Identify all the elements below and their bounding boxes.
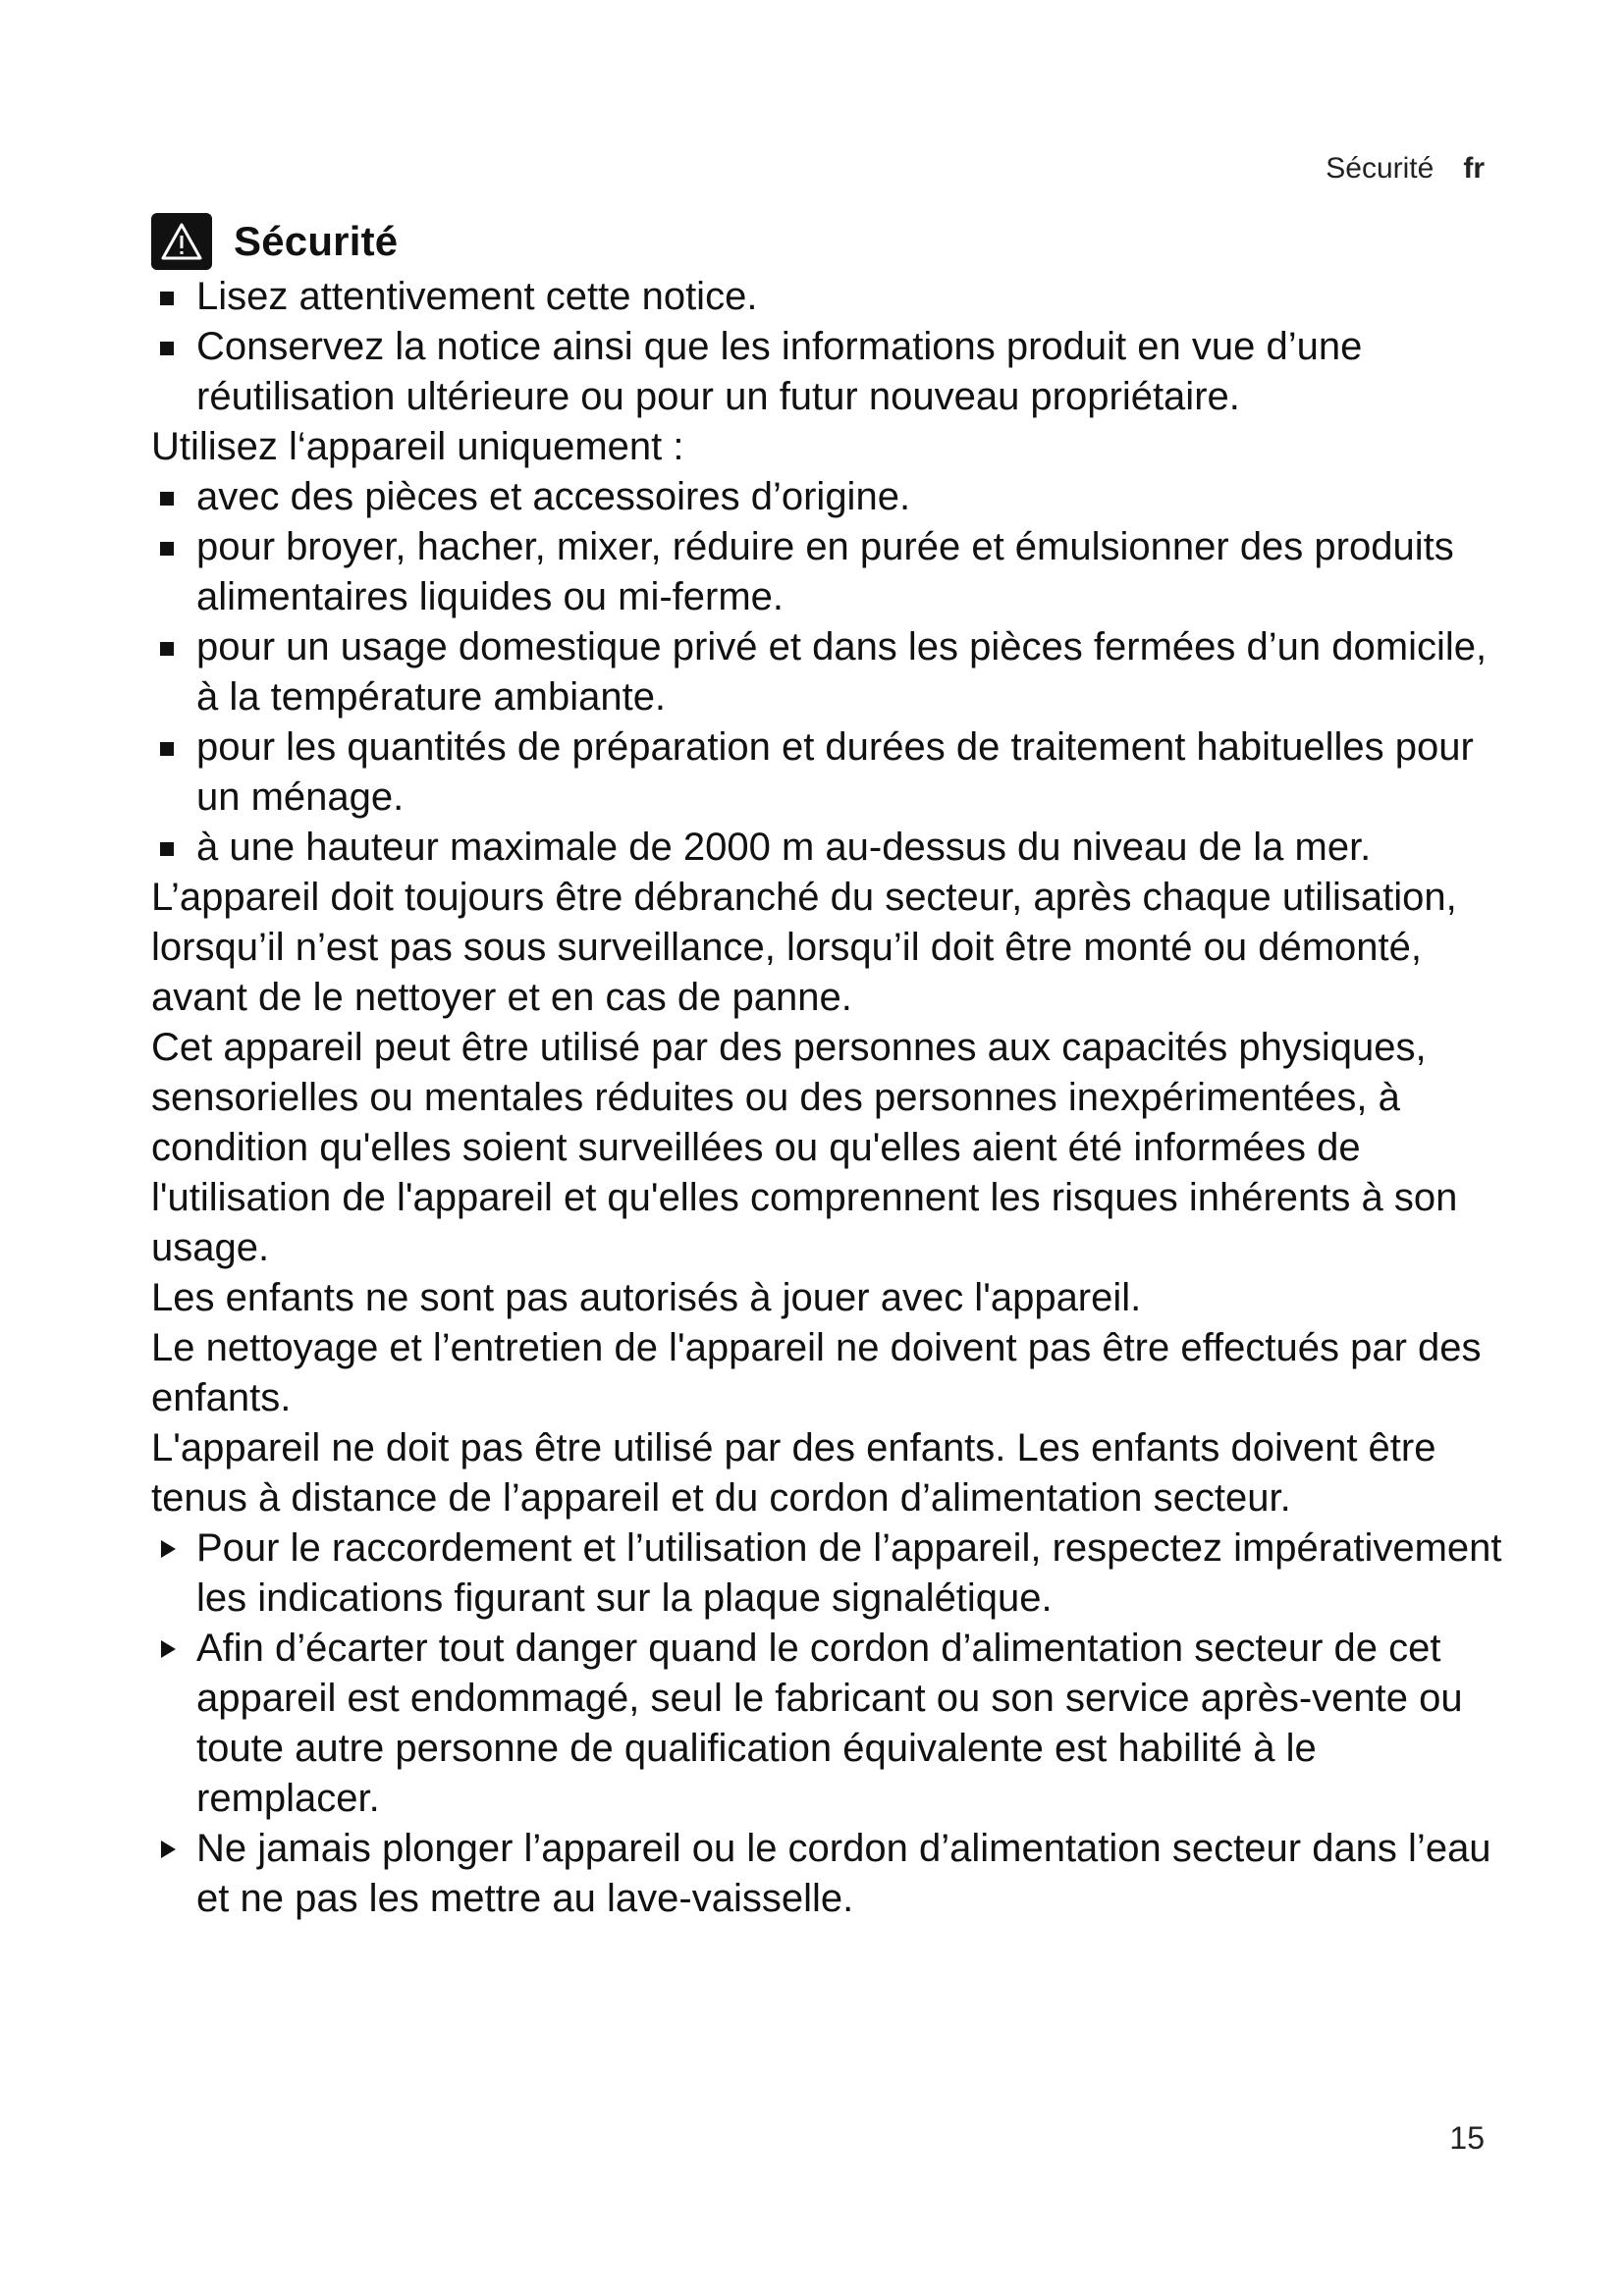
safety-section xyxy=(151,211,1506,1924)
section-heading xyxy=(151,211,1506,272)
list-item: avec des pièces et accessoires d’origine. xyxy=(151,472,1506,522)
list-item: pour les quantités de préparation et durées de traitement habituelles pour un ménage. xyxy=(151,722,1506,823)
paragraph: L'appareil ne doit pas être utilisé par des enfants. Les enfants doivent être tenus à distance de l’appareil et du cordon d’alimentation secteur. xyxy=(151,1426,1436,1520)
paragraph: Le nettoyage et l’entretien de l'appareil ne doivent pas être effectués par des enfants. xyxy=(151,1326,1482,1419)
header-section: Sécurité xyxy=(1326,152,1435,185)
list-item: Conservez la notice ainsi que les informations produit en vue d’une réutilisation ultérieure ou pour un futur nouveau propriétaire. xyxy=(151,322,1506,422)
list-item: Lisez attentivement cette notice. xyxy=(151,272,1506,322)
paragraph: L’appareil doit toujours être débranché du secteur, après chaque utilisation, lorsqu’il n’est pas sous surveillance, lorsqu’il doit être monté ou démonté, avant de le nettoyer et en cas de panne. xyxy=(151,876,1457,1019)
action-item: Afin d’écarter tout danger quand le cordon d’alimentation secteur de cet appareil est endommagé, seul le fabricant ou son service après-vente ou toute autre personne de qualification équivalente est habilité à le remplacer. xyxy=(151,1624,1506,1824)
paragraph: Les enfants ne sont pas autorisés à jouer avec l'appareil. xyxy=(151,1276,1142,1319)
usage-intro: Utilisez l‘appareil uniquement : xyxy=(151,425,684,468)
running-header xyxy=(1326,152,1485,186)
action-item: Pour le raccordement et l’utilisation de l’appareil, respectez impérativement les indications figurant sur la plaque signalétique. xyxy=(151,1523,1506,1624)
section-title: Sécurité xyxy=(234,218,399,264)
list-item: à une hauteur maximale de 2000 m au-dessus du niveau de la mer. xyxy=(151,823,1506,873)
paragraph: Cet appareil peut être utilisé par des personnes aux capacités physiques, sensorielles ou mentales réduites ou des personnes inexpérimentées, à condition qu'elles soient surveillées ou qu'elles aient été informées de l'utilisation de l'appareil et qu'elles comprennent les risques inhérents à son usage. xyxy=(151,1026,1458,1269)
header-language: fr xyxy=(1463,152,1485,185)
warning-triangle-icon xyxy=(151,213,212,270)
action-item: Ne jamais plonger l’appareil ou le cordon d’alimentation secteur dans l’eau et ne pas les mettre au lave-vaisselle. xyxy=(151,1824,1506,1924)
page-number: 15 xyxy=(1449,2120,1485,2156)
list-item: pour broyer, hacher, mixer, réduire en purée et émulsionner des produits alimentaires liquides ou mi-ferme. xyxy=(151,522,1506,622)
list-item: pour un usage domestique privé et dans les pièces fermées d’un domicile, à la température ambiante. xyxy=(151,622,1506,722)
